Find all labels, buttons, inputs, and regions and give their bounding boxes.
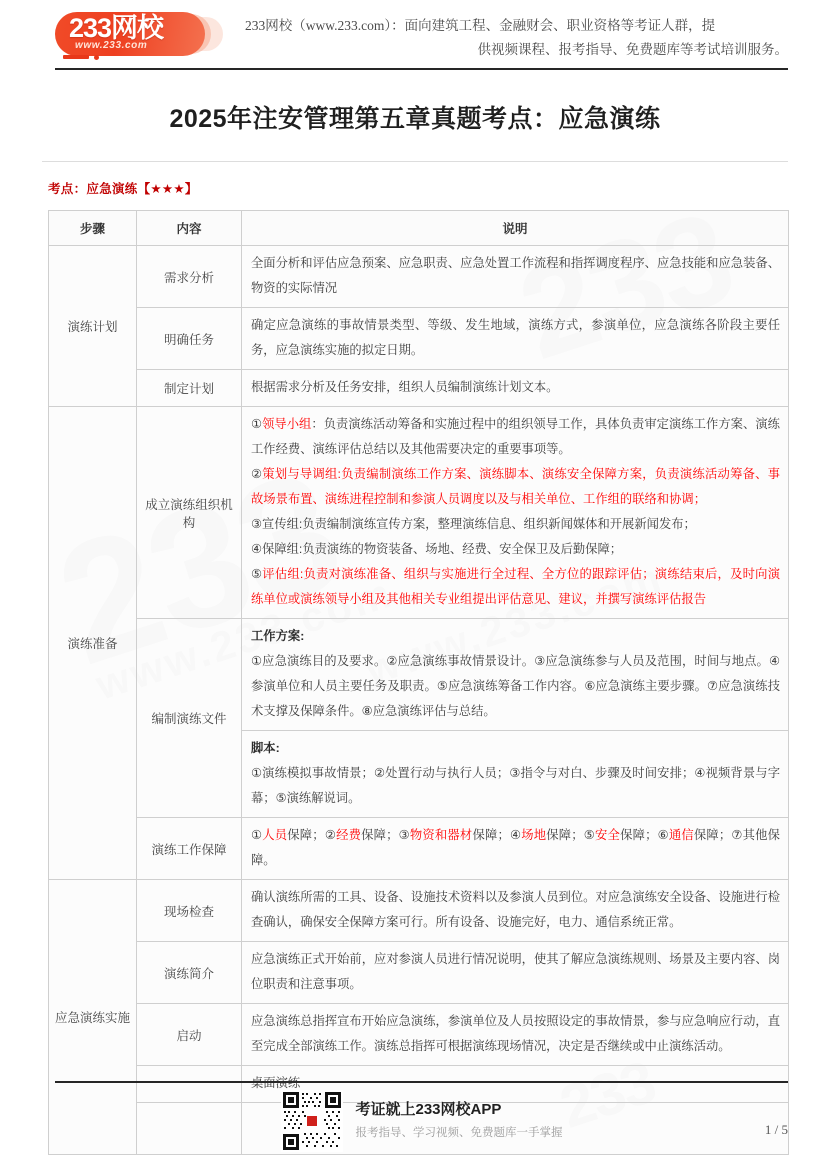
table-cell-description: 确认演练所需的工具、设备、设施技术资料以及参演人员到位。对应急演练安全设备、设施进行检查确认，确保安全保障方案可行。所有设备、设施完好，电力、通信系统正常。 <box>242 880 789 942</box>
site-logo <box>55 10 227 62</box>
footer-app-subtitle: 报考指导、学习视频、免费题库一手掌握 <box>355 1127 563 1139</box>
table-cell-item: 现场检查 <box>137 880 242 942</box>
qr-code-icon <box>281 1090 343 1152</box>
keypoint-label: 考点：应急演练【★★★】 <box>48 182 198 196</box>
table-cell-item: 制定计划 <box>137 370 242 407</box>
table-cell-item: 明确任务 <box>137 308 242 370</box>
table-row <box>49 619 789 731</box>
table-row <box>49 1004 789 1066</box>
header-description-line-1: 233网校（www.233.com）：面向建筑工程、金融财会、职业资格等考证人群，提 <box>245 18 716 33</box>
column-header-content: 内容 <box>137 211 242 246</box>
table-cell-description: ①领导小组：负责演练活动筹备和实施过程中的组织领导工作，具体负责审定演练工作方案、演练工作经费、演练评估总结以及其他需要决定的重要事项等。 ②策划与导调组:负责编制演练工作方案、演练脚本、演练安全保障方案，负责演练活动筹备、事故场景布置、演练进程控制和参演人员调度以及与相关单位、工作组的联络和协调； ③宣传组:负责编制演练宣传方案，整理演练信息、组织新闻媒体和开展新闻发布； ④保障组:负责演练的物资装备、场地、经费、安全保卫及后勤保障； ⑤评估组:负责对演练准备、组织与实施进行全过程、全方位的跟踪评估；演练结束后，及时向演练单位或演练领导小组及其他相关专业组提出评估意见、建议，并撰写演练评估报告 <box>242 407 789 619</box>
table-row <box>49 407 789 619</box>
table-row <box>49 308 789 370</box>
footer-app-title: 考证就上233网校APP <box>355 1101 502 1118</box>
table-cell-description: 应急演练正式开始前，应对参演人员进行情况说明，使其了解应急演练规则、场景及主要内容、岗位职责和注意事项。 <box>242 942 789 1004</box>
table-body <box>49 246 789 1155</box>
table-cell-step: 演练准备 <box>49 407 137 880</box>
header-description-line-2: 供视频课程、报考指导、免费题库等考试培训服务。 <box>477 42 788 57</box>
table-cell-description: 桌面演练 <box>242 1066 789 1103</box>
table-cell-step: 应急演练实施 <box>49 880 137 1155</box>
footer-app-promo <box>281 1090 563 1152</box>
logo-dot-shape <box>94 55 99 60</box>
table-row <box>49 370 789 407</box>
logo-sub-text: www.233.com <box>75 40 148 51</box>
page-footer <box>0 1090 830 1152</box>
table-cell-item: 演练简介 <box>137 942 242 1004</box>
table-cell-description: 全面分析和评估应急预案、应急职责、应急处置工作流程和指挥调度程序、应急技能和应急装备、物资的实际情况 <box>242 246 789 308</box>
table-row <box>49 818 789 880</box>
table-cell-item: 演练工作保障 <box>137 818 242 880</box>
table-head <box>49 211 789 246</box>
table-cell-description: 脚本: ①演练模拟事故情景；②处置行动与执行人员；③指令与对白、步骤及时间安排；④视频背景与字幕；⑤演练解说词。 <box>242 731 789 818</box>
table-cell-description: ①人员保障；②经费保障；③物资和器材保障；④场地保障；⑤安全保障；⑥通信保障；⑦其他保障。 <box>242 818 789 880</box>
table-cell-item: 需求分析 <box>137 246 242 308</box>
table-cell-description: 应急演练总指挥宣布开始应急演练，参演单位及人员按照设定的事故情景，参与应急响应行动，直至完成全部演练工作。演练总指挥可根据演练现场情况，决定是否继续或中止演练活动。 <box>242 1004 789 1066</box>
table-cell-step: 演练计划 <box>49 246 137 407</box>
logo-main-text: 233网校 <box>69 13 164 43</box>
table-row <box>49 942 789 1004</box>
table-cell-description: 确定应急演练的事故情景类型、等级、发生地域，演练方式，参演单位，应急演练各阶段主要任务，应急演练实施的拟定日期。 <box>242 308 789 370</box>
table-cell-description: 工作方案: ①应急演练目的及要求。②应急演练事故情景设计。③应急演练参与人员及范围，时间与地点。④参演单位和人员主要任务及职责。⑤应急演练筹备工作内容。⑥应急演练主要步骤。⑦应急演练技术支撑及保障条件。⑧应急演练评估与总结。 <box>242 619 789 731</box>
table-cell-description: 根据需求分析及任务安排，组织人员编制演练计划文本。 <box>242 370 789 407</box>
column-header-step: 步骤 <box>49 211 137 246</box>
table-cell-item: 编制演练文件 <box>137 619 242 818</box>
footer-divider <box>55 1081 788 1083</box>
footer-app-text <box>356 1099 563 1143</box>
table-cell-item: 成立演练组织机构 <box>137 407 242 619</box>
page-number: 1 / 5 <box>764 1122 788 1137</box>
table-cell-item: 启动 <box>137 1004 242 1066</box>
content-table-wrapper <box>48 210 788 1155</box>
header-description <box>245 10 788 62</box>
logo-dash-shape <box>63 55 89 59</box>
content-table <box>48 210 789 1155</box>
table-row <box>49 246 789 308</box>
column-header-description: 说明 <box>242 211 789 246</box>
header-divider <box>55 68 788 70</box>
title-divider <box>42 161 788 162</box>
page-title: 2025年注安管理第五章真题考点：应急演练 <box>169 105 661 133</box>
table-row <box>49 880 789 942</box>
table-header-row <box>49 211 789 246</box>
page-header <box>0 0 830 62</box>
